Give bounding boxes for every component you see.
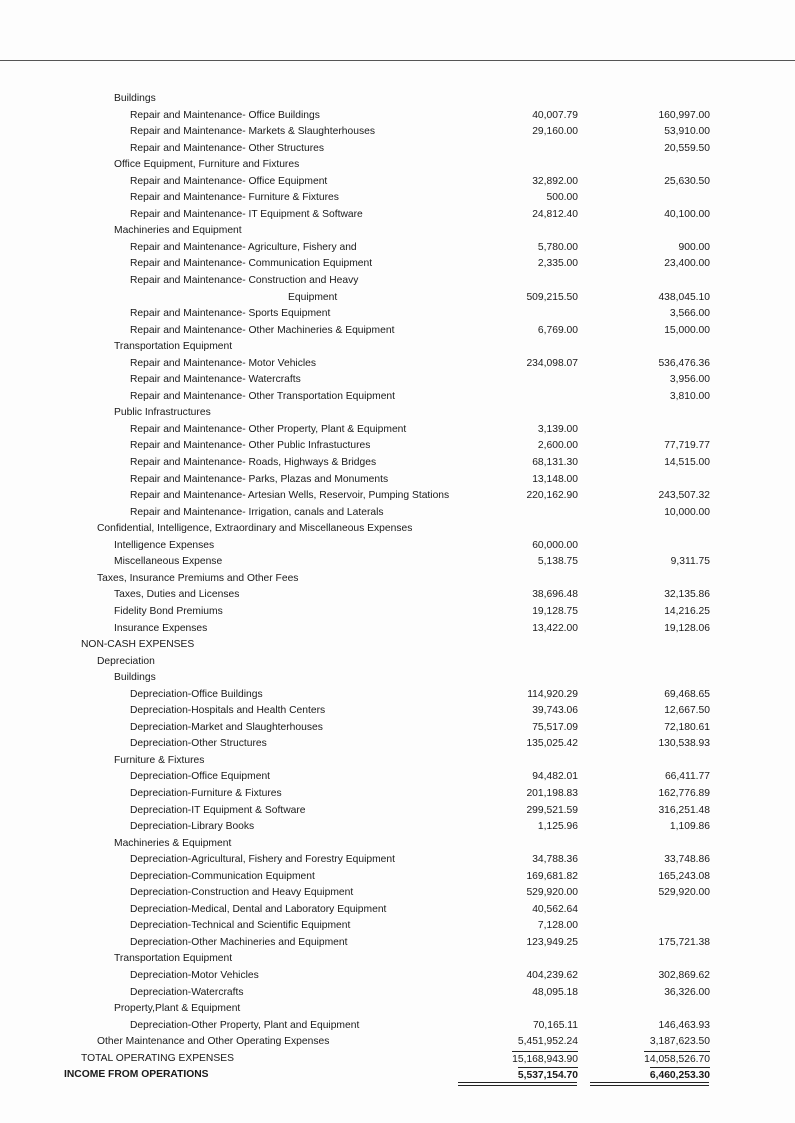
prior-year-amount: 438,045.10 [658, 291, 710, 303]
row-label: Depreciation-Watercrafts [130, 986, 244, 998]
prior-year-amount: 12,667.50 [664, 705, 710, 717]
ledger-row [0, 438, 795, 455]
row-label: Repair and Maintenance- Motor Vehicles [130, 357, 317, 369]
ledger-row [0, 472, 795, 489]
current-year-amount: 404,239.62 [526, 969, 578, 981]
prior-year-amount: 20,559.50 [664, 142, 710, 154]
current-year-amount: 135,025.42 [526, 738, 578, 750]
ledger-row [0, 256, 795, 273]
prior-year-amount: 19,128.06 [664, 622, 710, 634]
prior-year-amount: 529,920.00 [658, 887, 710, 899]
ledger-row [0, 554, 795, 571]
ledger-row [0, 687, 795, 704]
row-label: Depreciation-Furniture & Fixtures [130, 787, 282, 799]
prior-year-amount: 10,000.00 [664, 506, 710, 518]
current-year-amount: 220,162.90 [526, 490, 578, 502]
current-year-amount: 75,517.09 [532, 721, 578, 733]
ledger-row [0, 703, 795, 720]
prior-year-amount: 36,326.00 [664, 986, 710, 998]
ledger-row [0, 157, 795, 174]
double-underline [458, 1082, 577, 1083]
current-year-amount: 5,138.75 [537, 556, 578, 568]
ledger-row [0, 985, 795, 1002]
ledger-row [0, 604, 795, 621]
ledger-row [0, 290, 795, 307]
prior-year-amount: 25,630.50 [664, 175, 710, 187]
row-label: Machineries & Equipment [114, 837, 232, 849]
row-label: Repair and Maintenance- Parks, Plazas and Monuments [130, 473, 389, 485]
row-label: Depreciation-Communication Equipment [130, 870, 315, 882]
prior-year-amount: 162,776.89 [658, 787, 710, 799]
current-year-amount: 2,335.00 [537, 258, 578, 270]
row-label: Depreciation-Hospitals and Health Centers [130, 705, 326, 717]
row-label: Property,Plant & Equipment [114, 1003, 241, 1015]
double-underline [458, 1085, 577, 1086]
current-year-amount: 123,949.25 [526, 936, 578, 948]
current-year-amount: 68,131.30 [532, 457, 578, 469]
ledger-row [0, 968, 795, 985]
ledger-row [0, 786, 795, 803]
row-label: Buildings [114, 672, 156, 684]
ledger-row [0, 951, 795, 968]
ledger-row [0, 323, 795, 340]
row-label: Repair and Maintenance- Other Transportation Equipment [130, 390, 396, 402]
row-label: Intelligence Expenses [114, 539, 215, 551]
ledger-row [0, 372, 795, 389]
current-year-amount: 48,095.18 [532, 986, 578, 998]
ledger-row [0, 339, 795, 356]
current-year-amount: 5,537,154.70 [518, 1067, 578, 1083]
row-label: Depreciation-IT Equipment & Software [130, 804, 306, 816]
row-label: Depreciation-Office Buildings [130, 688, 263, 700]
current-year-amount: 500.00 [546, 192, 578, 204]
row-label: Repair and Maintenance- Other Public Infrastuctures [130, 440, 371, 452]
prior-year-amount: 146,463.93 [658, 1019, 710, 1031]
current-year-amount: 60,000.00 [532, 539, 578, 551]
row-label: Depreciation [97, 655, 155, 667]
current-year-amount: 7,128.00 [537, 920, 578, 932]
prior-year-amount: 3,566.00 [669, 308, 710, 320]
row-label: Depreciation-Market and Slaughterhouses [130, 721, 323, 733]
expense-schedule [0, 91, 795, 1084]
ledger-row [0, 918, 795, 935]
row-label: INCOME FROM OPERATIONS [64, 1069, 209, 1081]
ledger-row [0, 769, 795, 786]
row-label: Repair and Maintenance- Roads, Highways & Bridges [130, 457, 377, 469]
ledger-row [0, 736, 795, 753]
prior-year-amount: 40,100.00 [664, 208, 710, 220]
ledger-row [0, 1001, 795, 1018]
ledger-row [0, 505, 795, 522]
prior-year-amount: 72,180.61 [664, 721, 710, 733]
row-label: Repair and Maintenance- Agriculture, Fishery and [130, 241, 357, 253]
ledger-row [0, 356, 795, 373]
ledger-row [0, 1018, 795, 1035]
prior-year-amount: 302,869.62 [658, 969, 710, 981]
prior-year-amount: 3,810.00 [669, 390, 710, 402]
row-label: Repair and Maintenance- Furniture & Fixtures [130, 192, 339, 204]
ledger-row [0, 538, 795, 555]
row-label: Equipment [288, 291, 338, 303]
row-label: Repair and Maintenance- Office Equipment [130, 175, 328, 187]
row-label: Repair and Maintenance- Office Buildings [130, 109, 320, 121]
row-label: NON-CASH EXPENSES [81, 639, 195, 651]
current-year-amount: 40,562.64 [532, 903, 578, 915]
ledger-row [0, 1034, 795, 1051]
prior-year-amount: 15,000.00 [664, 324, 710, 336]
current-year-amount: 2,600.00 [537, 440, 578, 452]
row-label: Depreciation-Other Machineries and Equipment [130, 936, 348, 948]
row-label: Depreciation-Medical, Dental and Laboratory Equipment [130, 903, 387, 915]
current-year-amount: 509,215.50 [526, 291, 578, 303]
row-label: Repair and Maintenance- Other Property, Plant & Equipment [130, 423, 407, 435]
prior-year-amount: 32,135.86 [664, 589, 710, 601]
ledger-row [0, 207, 795, 224]
current-year-amount: 34,788.36 [532, 854, 578, 866]
prior-year-amount: 316,251.48 [658, 804, 710, 816]
current-year-amount: 70,165.11 [532, 1019, 578, 1031]
row-label: Furniture & Fixtures [114, 754, 205, 766]
ledger-row [0, 521, 795, 538]
prior-year-amount: 77,719.77 [664, 440, 710, 452]
current-year-amount: 15,168,943.90 [512, 1051, 578, 1067]
current-year-amount: 24,812.40 [532, 208, 578, 220]
row-label: Repair and Maintenance- IT Equipment & Software [130, 208, 363, 220]
current-year-amount: 38,696.48 [532, 589, 578, 601]
prior-year-amount: 130,538.93 [658, 738, 710, 750]
prior-year-amount: 165,243.08 [658, 870, 710, 882]
row-label: Repair and Maintenance- Communication Equipment [130, 258, 373, 270]
current-year-amount: 1,125.96 [537, 821, 578, 833]
current-year-amount: 6,769.00 [537, 324, 578, 336]
row-label: Machineries and Equipment [114, 225, 242, 237]
ledger-row [0, 803, 795, 820]
row-label: Repair and Maintenance- Construction and Heavy [130, 275, 359, 287]
row-label: Repair and Maintenance- Watercrafts [130, 374, 301, 386]
row-label: Transportation Equipment [114, 341, 233, 353]
prior-year-amount: 14,058,526.70 [644, 1051, 710, 1067]
current-year-amount: 5,451,952.24 [517, 1036, 578, 1048]
row-label: Fidelity Bond Premiums [114, 605, 223, 617]
ledger-row [0, 1067, 795, 1084]
row-label: Depreciation-Library Books [130, 821, 255, 833]
ledger-row [0, 935, 795, 952]
prior-year-amount: 33,748.86 [664, 854, 710, 866]
prior-year-amount: 3,956.00 [669, 374, 710, 386]
double-underline [590, 1085, 709, 1086]
current-year-amount: 529,920.00 [526, 887, 578, 899]
row-label: Transportation Equipment [114, 953, 233, 965]
ledger-row [0, 720, 795, 737]
row-label: Depreciation-Agricultural, Fishery and Forestry Equipment [130, 854, 395, 866]
current-year-amount: 13,148.00 [532, 473, 578, 485]
row-label: Depreciation-Other Property, Plant and Equipment [130, 1019, 360, 1031]
ledger-row [0, 621, 795, 638]
prior-year-amount: 900.00 [678, 241, 710, 253]
current-year-amount: 32,892.00 [532, 175, 578, 187]
row-label: Depreciation-Motor Vehicles [130, 969, 259, 981]
double-underline [590, 1082, 709, 1083]
prior-year-amount: 66,411.77 [664, 771, 710, 783]
ledger-row [0, 885, 795, 902]
ledger-row [0, 306, 795, 323]
current-year-amount: 234,098.07 [526, 357, 578, 369]
row-label: Repair and Maintenance- Irrigation, canals and Laterals [130, 506, 384, 518]
ledger-row [0, 455, 795, 472]
prior-year-amount: 53,910.00 [664, 126, 710, 138]
ledger-row [0, 836, 795, 853]
ledger-row [0, 405, 795, 422]
ledger-row [0, 108, 795, 125]
row-label: Confidential, Intelligence, Extraordinary and Miscellaneous Expenses [97, 523, 413, 535]
ledger-row [0, 670, 795, 687]
prior-year-amount: 536,476.36 [658, 357, 710, 369]
row-label: Other Maintenance and Other Operating Expenses [97, 1036, 330, 1048]
ledger-row [0, 223, 795, 240]
current-year-amount: 201,198.83 [526, 787, 578, 799]
ledger-row [0, 389, 795, 406]
current-year-amount: 169,681.82 [526, 870, 578, 882]
row-label: Depreciation-Office Equipment [130, 771, 271, 783]
row-label: Repair and Maintenance- Artesian Wells, Reservoir, Pumping Stations [130, 490, 450, 502]
row-label: Depreciation-Other Structures [130, 738, 267, 750]
prior-year-amount: 6,460,253.30 [650, 1067, 710, 1083]
ledger-row [0, 174, 795, 191]
current-year-amount: 3,139.00 [537, 423, 578, 435]
current-year-amount: 13,422.00 [532, 622, 578, 634]
prior-year-amount: 160,997.00 [658, 109, 710, 121]
row-label: Repair and Maintenance- Other Machineries & Equipment [130, 324, 395, 336]
row-label: Depreciation-Technical and Scientific Equipment [130, 920, 351, 932]
row-label: Miscellaneous Expense [114, 556, 223, 568]
current-year-amount: 114,920.29 [527, 688, 578, 700]
prior-year-amount: 243,507.32 [658, 490, 710, 502]
ledger-row [0, 273, 795, 290]
prior-year-amount: 14,515.00 [664, 457, 710, 469]
current-year-amount: 299,521.59 [526, 804, 578, 816]
prior-year-amount: 14,216.25 [664, 605, 710, 617]
ledger-row [0, 587, 795, 604]
ledger-row [0, 240, 795, 257]
ledger-row [0, 141, 795, 158]
ledger-row [0, 190, 795, 207]
row-label: TOTAL OPERATING EXPENSES [81, 1052, 234, 1064]
ledger-row [0, 91, 795, 108]
ledger-row [0, 654, 795, 671]
ledger-row [0, 869, 795, 886]
ledger-row [0, 1051, 795, 1068]
row-label: Taxes, Duties and Licenses [114, 589, 240, 601]
row-label: Insurance Expenses [114, 622, 208, 634]
current-year-amount: 40,007.79 [532, 109, 578, 121]
row-label: Buildings [114, 93, 156, 104]
ledger-row [0, 422, 795, 439]
ledger-row [0, 488, 795, 505]
prior-year-amount: 23,400.00 [664, 258, 710, 270]
ledger-row [0, 124, 795, 141]
ledger-row [0, 819, 795, 836]
current-year-amount: 29,160.00 [532, 126, 578, 138]
row-label: Repair and Maintenance- Markets & Slaughterhouses [130, 126, 375, 138]
row-label: Repair and Maintenance- Other Structures [130, 142, 325, 154]
current-year-amount: 94,482.01 [532, 771, 578, 783]
current-year-amount: 5,780.00 [537, 241, 578, 253]
ledger-row [0, 637, 795, 654]
row-label: Depreciation-Construction and Heavy Equipment [130, 887, 354, 899]
row-label: Public Infrastructures [114, 407, 211, 419]
ledger-row [0, 852, 795, 869]
ledger-row [0, 753, 795, 770]
ledger-row [0, 902, 795, 919]
current-year-amount: 39,743.06 [532, 705, 578, 717]
row-label: Repair and Maintenance- Sports Equipment [130, 308, 331, 320]
row-label: Taxes, Insurance Premiums and Other Fees [97, 572, 299, 584]
prior-year-amount: 9,311.75 [670, 556, 710, 568]
row-label: Office Equipment, Furniture and Fixtures [114, 159, 300, 171]
current-year-amount: 19,128.75 [532, 605, 578, 617]
prior-year-amount: 3,187,623.50 [649, 1036, 710, 1048]
ledger-row [0, 571, 795, 588]
scan-edge-line [0, 60, 795, 61]
prior-year-amount: 175,721.38 [658, 936, 710, 948]
prior-year-amount: 1,109.86 [669, 821, 710, 833]
prior-year-amount: 69,468.65 [664, 688, 710, 700]
